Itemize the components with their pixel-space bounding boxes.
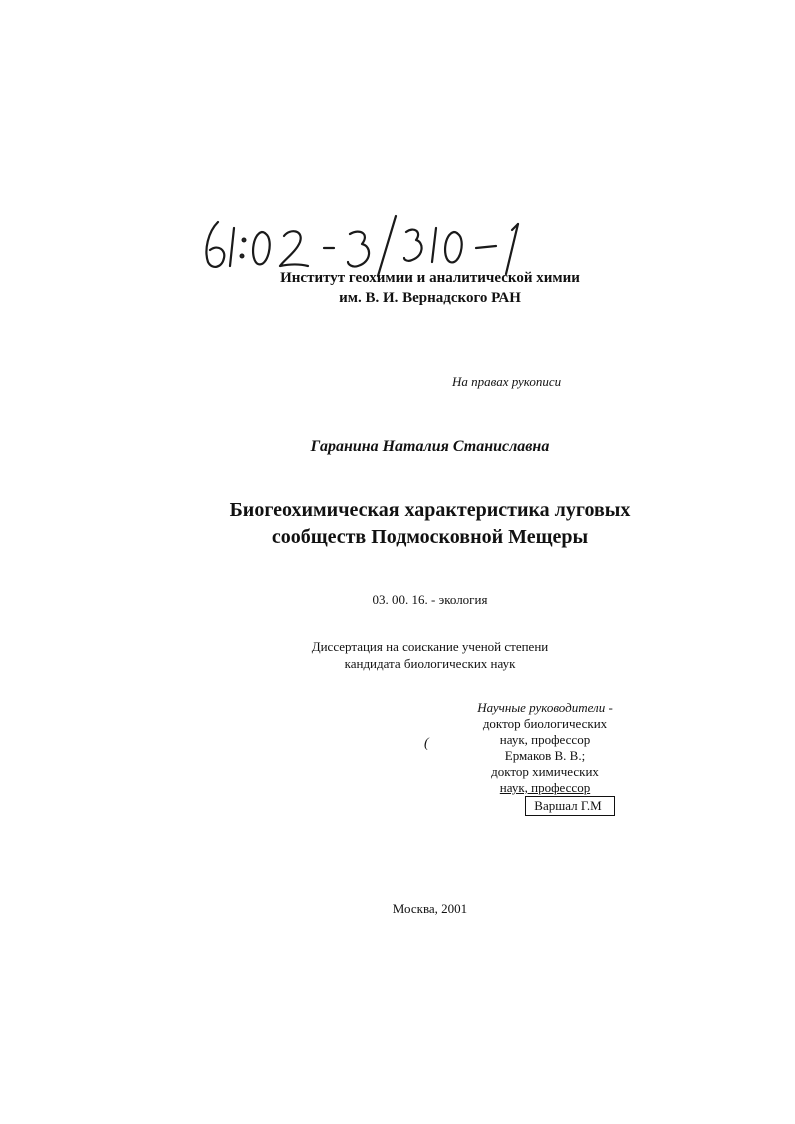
city-year: Москва, 2001 xyxy=(392,901,468,916)
supervisors-heading-row xyxy=(440,700,650,716)
degree-statement xyxy=(0,638,795,672)
supervisor-line-1: доктор биологических xyxy=(482,716,608,731)
rights-note: На правах рукописи xyxy=(452,374,562,389)
dissertation-title xyxy=(0,497,795,551)
author-name: Гаранина Наталия Станиславна xyxy=(310,438,550,455)
institute-line-2: им. В. И. Вернадского РАН xyxy=(339,290,521,306)
degree-line-2: кандидата биологических наук xyxy=(344,656,516,671)
supervisor-line-3: Ермаков В. В.; xyxy=(504,748,586,763)
degree-line-1: Диссертация на соискание ученой степени xyxy=(311,639,549,654)
institute-name xyxy=(0,268,795,308)
supervisors-heading: Научные руководители xyxy=(477,700,606,715)
title-line-1: Биогеохимическая характеристика луговых xyxy=(229,499,631,521)
supervisor-line-4: доктор химических xyxy=(491,764,599,779)
supervisors-dash: - xyxy=(605,700,613,715)
supervisor-line-5: наук, профессор xyxy=(499,780,591,795)
institute-line-1: Институт геохимии и аналитической химии xyxy=(280,270,580,286)
specialty-code: 03. 00. 16. - экология xyxy=(372,592,488,607)
supervisor-boxed-name: Варшал Г.М xyxy=(525,796,614,816)
title-line-2: сообществ Подмосковной Мещеры xyxy=(271,526,589,548)
supervisors-block xyxy=(440,700,650,816)
margin-mark: ( xyxy=(424,736,429,751)
supervisor-line-2: наук, профессор xyxy=(499,732,591,747)
